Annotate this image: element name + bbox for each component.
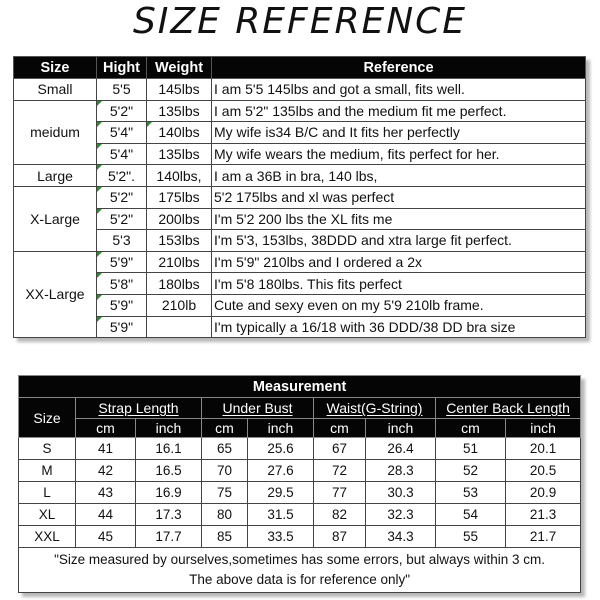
measurement-title: Measurement [19, 376, 581, 398]
table-row [14, 273, 586, 295]
size-cell: L [19, 482, 76, 504]
size-cell: XX-Large [14, 251, 97, 337]
table-row [14, 208, 586, 230]
value-cell: 20.9 [506, 482, 581, 504]
height-cell: 5'9" [97, 251, 147, 273]
unit-row [19, 419, 581, 438]
height-cell: 5'2". [97, 165, 147, 187]
value-cell: 77 [314, 482, 366, 504]
value-cell: 87 [314, 526, 366, 548]
value-cell: 25.6 [248, 438, 314, 460]
value-cell: 26.4 [366, 438, 436, 460]
group-under-bust: Under Bust [202, 398, 314, 419]
reference-cell: I'm typically a 16/18 with 36 DDD/38 DD bra size [212, 316, 586, 338]
height-cell: 5'4" [97, 122, 147, 144]
table-row [14, 294, 586, 316]
height-cell: 5'4" [97, 143, 147, 165]
measurement-size-header: Size [19, 398, 76, 438]
reference-cell: I am a 36B in bra, 140 lbs, [212, 165, 586, 187]
unit-cell: inch [248, 419, 314, 438]
table-row [19, 504, 581, 526]
value-cell: 42 [76, 460, 136, 482]
table-row [19, 438, 581, 460]
value-cell: 54 [436, 504, 506, 526]
page-title: SIZE REFERENCE [132, 1, 468, 42]
unit-cell: inch [366, 419, 436, 438]
value-cell: 85 [202, 526, 248, 548]
value-cell: 21.7 [506, 526, 581, 548]
table-row [19, 460, 581, 482]
value-cell: 28.3 [366, 460, 436, 482]
height-cell: 5'8" [97, 273, 147, 295]
value-cell: 17.3 [136, 504, 202, 526]
value-cell: 44 [76, 504, 136, 526]
value-cell: 45 [76, 526, 136, 548]
size-cell: meidum [14, 100, 97, 165]
table-row [14, 143, 586, 165]
measurement-note [19, 548, 581, 593]
weight-cell: 153lbs [147, 230, 212, 252]
reference-cell: I'm 5'9" 210lbs and I ordered a 2x [212, 251, 586, 273]
reference-cell: Cute and sexy even on my 5'9 210lb frame. [212, 294, 586, 316]
height-cell: 5'2" [97, 208, 147, 230]
value-cell: 33.5 [248, 526, 314, 548]
group-center-back-length: Center Back Length [436, 398, 581, 419]
height-cell: 5'2" [97, 100, 147, 122]
unit-cell: cm [76, 419, 136, 438]
reference-cell: I'm 5'2 200 lbs the XL fits me [212, 208, 586, 230]
value-cell: 30.3 [366, 482, 436, 504]
value-cell: 55 [436, 526, 506, 548]
unit-cell: cm [436, 419, 506, 438]
height-cell: 5'2" [97, 186, 147, 208]
weight-cell: 175lbs [147, 186, 212, 208]
value-cell: 21.3 [506, 504, 581, 526]
value-cell: 17.7 [136, 526, 202, 548]
table-row [14, 79, 586, 101]
reference-cell: I'm 5'3, 153lbs, 38DDD and xtra large fit perfect. [212, 230, 586, 252]
size-cell: XL [19, 504, 76, 526]
table-row [14, 100, 586, 122]
size-cell: S [19, 438, 76, 460]
weight-cell: 210lbs [147, 251, 212, 273]
unit-cell: inch [136, 419, 202, 438]
weight-cell: 140lbs, [147, 165, 212, 187]
value-cell: 75 [202, 482, 248, 504]
value-cell: 52 [436, 460, 506, 482]
value-cell: 51 [436, 438, 506, 460]
note-line-1: "Size measured by ourselves,sometimes has some errors, but always within 3 cm. [54, 552, 546, 567]
header-reference: Reference [212, 57, 586, 79]
header-size: Size [14, 57, 97, 79]
table-row [14, 316, 586, 338]
table-row [14, 122, 586, 144]
height-cell: 5'9" [97, 294, 147, 316]
reference-cell: I am 5'5 145lbs and got a small, fits well. [212, 79, 586, 101]
reference-cell: My wife wears the medium, fits perfect for her. [212, 143, 586, 165]
size-reference-table [13, 56, 586, 338]
weight-cell: 210lb [147, 294, 212, 316]
value-cell: 41 [76, 438, 136, 460]
weight-cell: 180lbs [147, 273, 212, 295]
height-cell: 5'5 [97, 79, 147, 101]
reference-cell: My wife is34 B/C and It fits her perfectly [212, 122, 586, 144]
value-cell: 82 [314, 504, 366, 526]
reference-header-row [14, 57, 586, 79]
value-cell: 16.1 [136, 438, 202, 460]
reference-cell: 5'2 175lbs and xl was perfect [212, 186, 586, 208]
table-row [19, 482, 581, 504]
value-cell: 70 [202, 460, 248, 482]
size-cell: Large [14, 165, 97, 187]
table-row [14, 186, 586, 208]
weight-cell: 200lbs [147, 208, 212, 230]
value-cell: 72 [314, 460, 366, 482]
height-cell: 5'3 [97, 230, 147, 252]
table-row [14, 165, 586, 187]
weight-cell: 135lbs [147, 143, 212, 165]
table-row [14, 251, 586, 273]
unit-cell: cm [202, 419, 248, 438]
value-cell: 16.9 [136, 482, 202, 504]
value-cell: 34.3 [366, 526, 436, 548]
value-cell: 16.5 [136, 460, 202, 482]
group-waist: Waist(G-String) [314, 398, 436, 419]
value-cell: 65 [202, 438, 248, 460]
header-weight: Weight [147, 57, 212, 79]
table-row [14, 230, 586, 252]
value-cell: 31.5 [248, 504, 314, 526]
height-cell: 5'9" [97, 316, 147, 338]
value-cell: 32.3 [366, 504, 436, 526]
weight-cell [147, 316, 212, 338]
value-cell: 20.5 [506, 460, 581, 482]
weight-cell: 135lbs [147, 100, 212, 122]
value-cell: 80 [202, 504, 248, 526]
value-cell: 67 [314, 438, 366, 460]
unit-cell: inch [506, 419, 581, 438]
unit-cell: cm [314, 419, 366, 438]
reference-cell: I am 5'2" 135lbs and the medium fit me perfect. [212, 100, 586, 122]
value-cell: 20.1 [506, 438, 581, 460]
value-cell: 27.6 [248, 460, 314, 482]
note-line-2: The above data is for reference only" [189, 572, 411, 587]
size-cell: M [19, 460, 76, 482]
size-cell: XXL [19, 526, 76, 548]
header-height: Hight [97, 57, 147, 79]
value-cell: 43 [76, 482, 136, 504]
measurement-table [18, 375, 581, 593]
group-strap-length: Strap Length [76, 398, 202, 419]
weight-cell: 140lbs [147, 122, 212, 144]
value-cell: 29.5 [248, 482, 314, 504]
value-cell: 53 [436, 482, 506, 504]
reference-cell: I'm 5'8 180lbs. This fits perfect [212, 273, 586, 295]
size-cell: Small [14, 79, 97, 101]
weight-cell: 145lbs [147, 79, 212, 101]
table-row [19, 526, 581, 548]
size-cell: X-Large [14, 186, 97, 251]
